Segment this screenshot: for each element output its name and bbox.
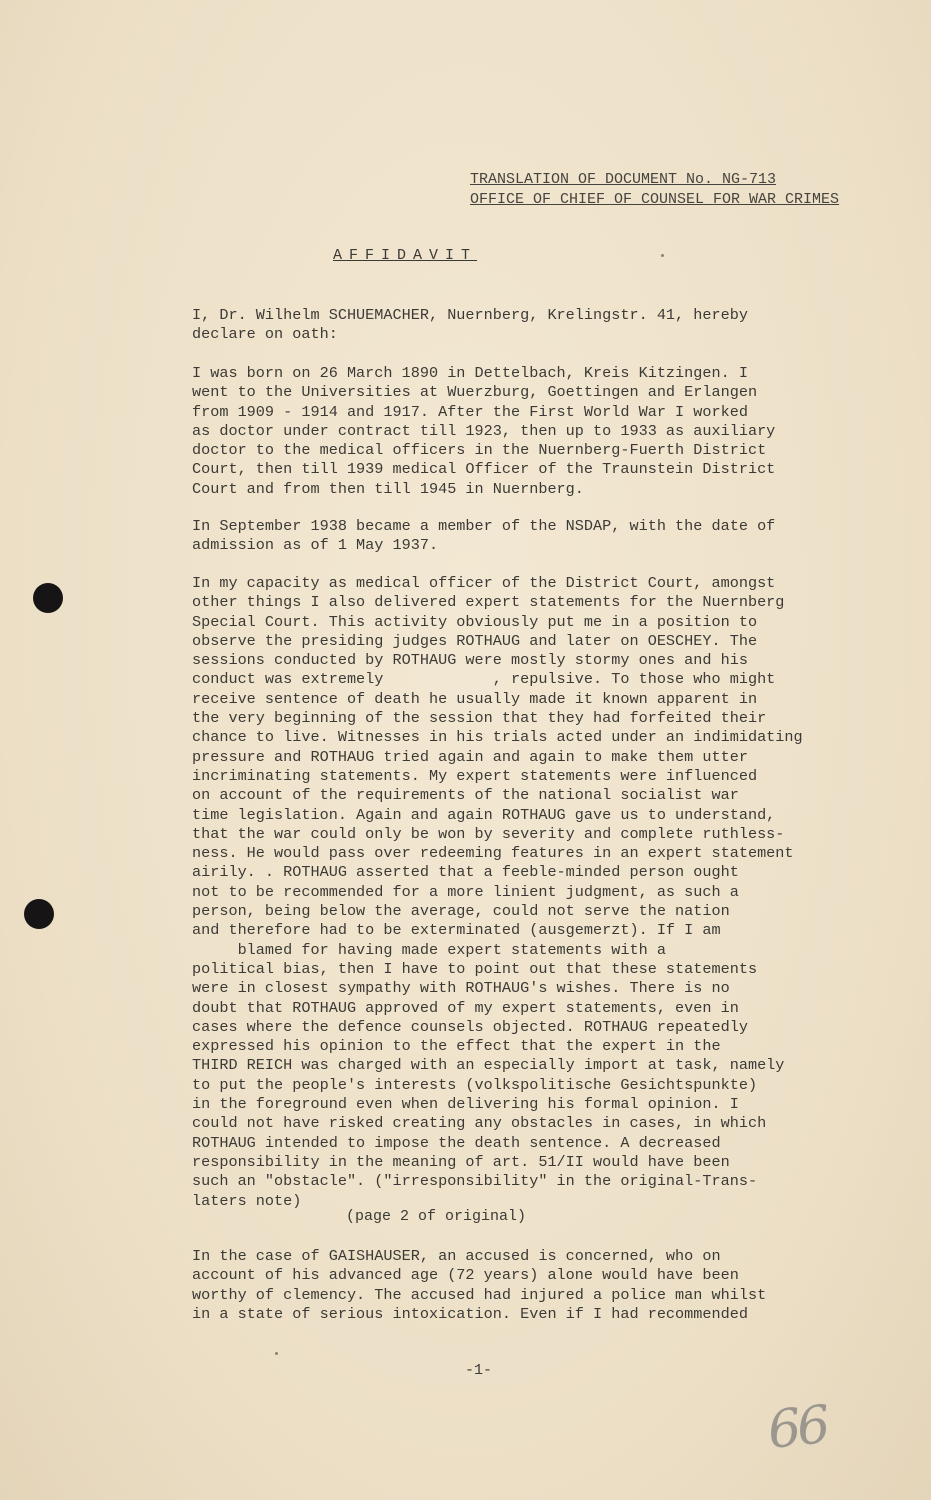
text-line: were in closest sympathy with ROTHAUG's wishes. There is no bbox=[192, 979, 730, 998]
text-line: In my capacity as medical officer of the District Court, amongst bbox=[192, 574, 776, 592]
text-line: sessions conducted by ROTHAUG were mostly stormy ones and his bbox=[192, 651, 748, 670]
text-line: could not have risked creating any obstacles in cases, in which bbox=[192, 1114, 767, 1133]
page-number: -1- bbox=[465, 1362, 493, 1379]
header-translation-line: TRANSLATION OF DOCUMENT No. NG-713 bbox=[470, 171, 777, 188]
text-line: responsibility in the meaning of art. 51/II would have been bbox=[192, 1152, 730, 1171]
text-line: as doctor under contract till 1923, then up to 1933 as auxiliary bbox=[192, 421, 776, 440]
text-line: doubt that ROTHAUG approved of my expert statements, even in bbox=[192, 998, 739, 1017]
text-line: cases where the defence counsels objected. ROTHAUG repeatedly bbox=[192, 1017, 748, 1036]
text-line: In the case of GAISHAUSER, an accused is concerned, who on bbox=[192, 1247, 721, 1265]
text-line: that the war could only be won by severity and complete ruthless- bbox=[192, 824, 785, 843]
text-line: airily. . ROTHAUG asserted that a feeble-minded person ought bbox=[192, 863, 739, 882]
text-line: incriminating statements. My expert statements were influenced bbox=[192, 766, 758, 785]
text-line: other things I also delivered expert statements for the Nuernberg bbox=[192, 593, 785, 612]
text-line: ROTHAUG intended to impose the death sentence. A decreased bbox=[192, 1133, 721, 1152]
text-line: In September 1938 became a member of the NSDAP, with the date of bbox=[192, 517, 776, 535]
text-line: went to the Universities at Wuerzburg, Goettingen and Erlangen bbox=[192, 383, 758, 402]
paragraph-gaishauser bbox=[192, 1247, 832, 1324]
text-line: Court and from then till 1945 in Nuernberg. bbox=[192, 479, 584, 498]
text-line: to put the people's interests (volkspolitische Gesichtspunkte) bbox=[192, 1075, 758, 1094]
header-office-line: OFFICE OF CHIEF OF COUNSEL FOR WAR CRIMES bbox=[470, 191, 840, 208]
paragraph-biography bbox=[192, 364, 832, 499]
text-line: conduct was extremely , repulsive. To those who might bbox=[192, 670, 776, 689]
text-line: pressure and ROTHAUG tried again and again to make them utter bbox=[192, 747, 748, 766]
text-line: receive sentence of death he usually made it known apparent in bbox=[192, 689, 758, 708]
text-line: in the foreground even when delivering his formal opinion. I bbox=[192, 1095, 739, 1114]
text-line: Special Court. This activity obviously put me in a position to bbox=[192, 612, 758, 631]
text-line: admission as of 1 May 1937. bbox=[192, 536, 439, 555]
text-line: declare on oath: bbox=[192, 325, 338, 344]
text-line: worthy of clemency. The accused had injured a police man whilst bbox=[192, 1285, 767, 1304]
text-line: not to be recommended for a more linient judgment, as such a bbox=[192, 882, 739, 901]
text-line: blamed for having made expert statements with a bbox=[192, 940, 666, 959]
paragraph-district-court bbox=[192, 574, 832, 1211]
text-line: I, Dr. Wilhelm SCHUEMACHER, Nuernberg, Krelingstr. 41, hereby bbox=[192, 306, 748, 324]
document-header bbox=[470, 170, 839, 210]
text-line: such an "obstacle". ("irresponsibility" in the original-Trans- bbox=[192, 1172, 758, 1191]
paragraph-nsdap bbox=[192, 517, 832, 556]
paper-speck bbox=[275, 1352, 278, 1355]
text-line: ness. He would pass over redeeming features in an expert statement bbox=[192, 844, 794, 863]
text-line: from 1909 - 1914 and 1917. After the First World War I worked bbox=[192, 402, 748, 421]
text-line: I was born on 26 March 1890 in Dettelbach, Kreis Kitzingen. I bbox=[192, 364, 748, 382]
text-line: person, being below the average, could not serve the nation bbox=[192, 902, 730, 921]
paragraph-declaration bbox=[192, 306, 832, 345]
punch-hole-upper bbox=[33, 583, 63, 613]
punch-hole-lower bbox=[24, 899, 54, 929]
paper-speck bbox=[661, 254, 664, 257]
text-line: account of his advanced age (72 years) alone would have been bbox=[192, 1266, 739, 1285]
text-line: Court, then till 1939 medical Officer of the Traunstein District bbox=[192, 460, 776, 479]
text-line: doctor to the medical officers in the Nuernberg-Fuerth District bbox=[192, 441, 767, 460]
page-note: (page 2 of original) bbox=[346, 1208, 527, 1225]
text-line: observe the presiding judges ROTHAUG and later on OESCHEY. The bbox=[192, 631, 758, 650]
text-line: in a state of serious intoxication. Even if I had recommended bbox=[192, 1304, 748, 1323]
text-line: expressed his opinion to the effect that the expert in the bbox=[192, 1037, 721, 1056]
text-line: on account of the requirements of the national socialist war bbox=[192, 786, 739, 805]
text-line: THIRD REICH was charged with an especially import at task, namely bbox=[192, 1056, 785, 1075]
text-line: and therefore had to be exterminated (ausgemerzt). If I am bbox=[192, 921, 721, 940]
text-line: the very beginning of the session that they had forfeited their bbox=[192, 709, 767, 728]
text-line: time legislation. Again and again ROTHAUG gave us to understand, bbox=[192, 805, 776, 824]
text-line: chance to live. Witnesses in his trials acted under an indimidating bbox=[192, 728, 803, 747]
document-title: AFFIDAVIT bbox=[333, 247, 478, 264]
text-line: political bias, then I have to point out that these statements bbox=[192, 959, 758, 978]
text-line: laters note) bbox=[192, 1191, 302, 1210]
handwritten-folio-number: 66 bbox=[765, 1395, 830, 1461]
